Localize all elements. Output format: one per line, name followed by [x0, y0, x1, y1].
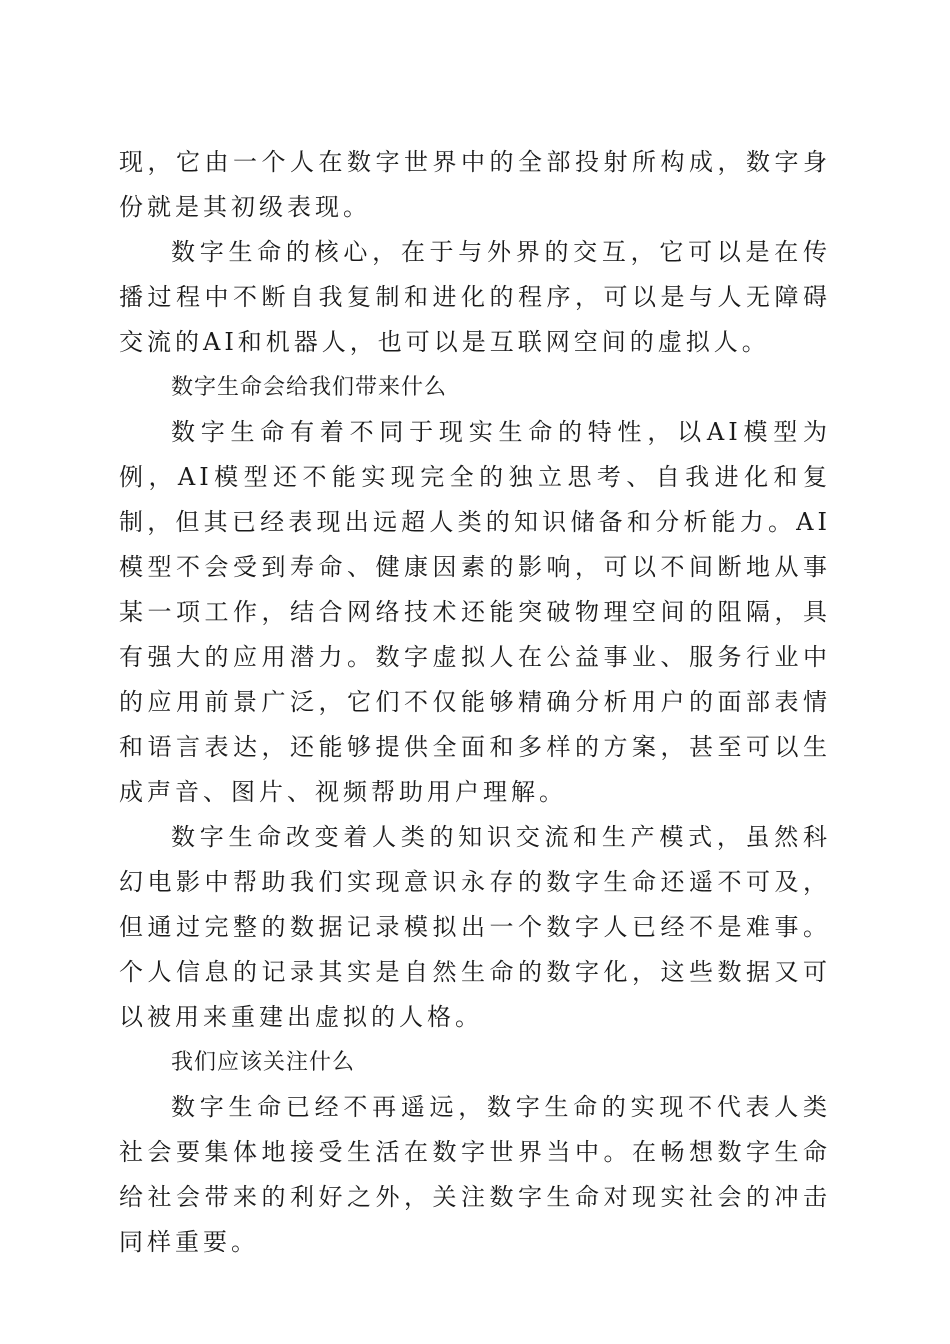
document-body: [119, 140, 831, 1265]
paragraph-ai-model-traits: 数字生命有着不同于现实生命的特性，以AI模型为例，AI模型还不能实现完全的独立思考、自我进化和复制，但其已经表现出远超人类的知识储备和分析能力。AI模型不会受到寿命、健康因素的影响，可以不间断地从事某一项工作，结合网络技术还能突破物理空间的阻隔，具有强大的应用潜力。数字虚拟人在公益事业、服务行业中的应用前景广泛，它们不仅能够精确分析用户的面部表情和语言表达，还能够提供全面和多样的方案，甚至可以生成声音、图片、视频帮助用户理解。: [119, 418, 831, 806]
section-heading-concerns: 我们应该关注什么: [171, 1050, 356, 1075]
paragraph-digital-life-core: 数字生命的核心，在于与外界的交互，它可以是在传播过程中不断自我复制和进化的程序，可以是与人无障碍交流的AI和机器人，也可以是互联网空间的虚拟人。: [119, 238, 831, 356]
paragraph-knowledge-exchange: 数字生命改变着人类的知识交流和生产模式，虽然科幻电影中帮助我们实现意识永存的数字生命还遥不可及，但通过完整的数据记录模拟出一个数字人已经不是难事。个人信息的记录其实是自然生命的数字化，这些数据又可以被用来重建出虚拟的人格。: [119, 823, 831, 1031]
section-heading-benefits: 数字生命会给我们带来什么: [171, 375, 448, 400]
paragraph-continuation: 现，它由一个人在数字世界中的全部投射所构成，数字身份就是其初级表现。: [119, 148, 831, 221]
paragraph-social-impact: 数字生命已经不再遥远，数字生命的实现不代表人类社会要集体地接受生活在数字世界当中。在畅想数字生命给社会带来的利好之外，关注数字生命对现实社会的冲击同样重要。: [119, 1093, 831, 1256]
